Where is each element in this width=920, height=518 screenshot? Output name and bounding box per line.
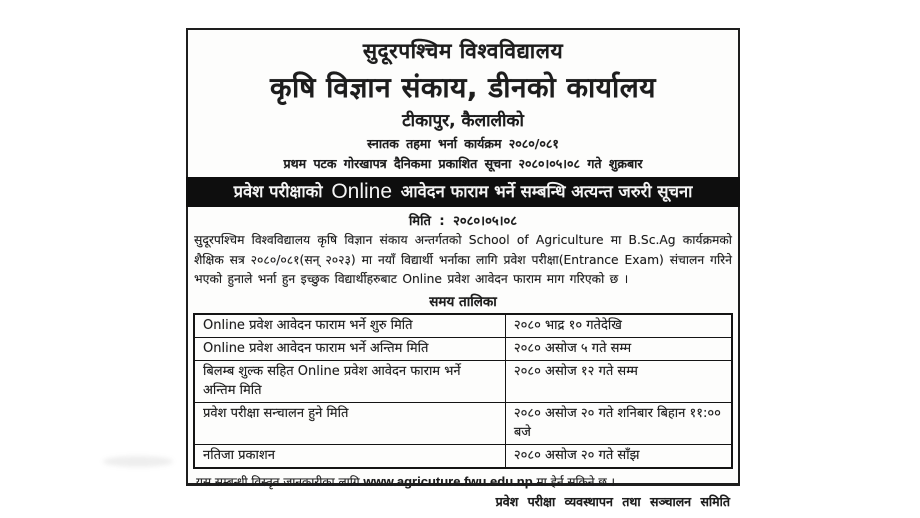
faculty-name: कृषि विज्ञान संकाय, डीनको कार्यालय bbox=[269, 71, 657, 104]
committee-signature: प्रवेश परीक्षा व्यवस्थापन तथा सञ्चालन समिति bbox=[495, 493, 730, 509]
schedule-title: समय तालिका bbox=[429, 293, 497, 310]
university-name: सुदूरपश्चिम विश्वविद्यालय bbox=[362, 39, 564, 63]
notice-banner bbox=[186, 177, 740, 207]
schedule-item-value: २०८० असोज ५ गते सम्म bbox=[513, 340, 632, 356]
schedule-item-label: बिलम्ब शुल्क सहित Online प्रवेश आवेदन फाराम भर्ने अन्तिम मिति bbox=[195, 361, 506, 402]
banner-part1: प्रवेश परीक्षाको bbox=[233, 182, 323, 201]
schedule-item-label: Online प्रवेश आवेदन फाराम भर्ने शुरु मिति bbox=[195, 315, 506, 337]
schedule-table bbox=[193, 313, 733, 469]
banner-part2: आवेदन फाराम भर्ने सम्बन्धि अत्यन्त जरुरी सूचना bbox=[400, 182, 693, 201]
table-row bbox=[195, 337, 731, 360]
info-suffix: मा हेर्न सकिने छ । bbox=[532, 474, 616, 489]
published-line: प्रथम पटक गोरखापत्र दैनिकमा प्रकाशित सूचना २०८०।०५।०८ गते शुक्रबार bbox=[283, 156, 643, 171]
scan-smudge bbox=[103, 456, 173, 467]
schedule-item-value: २०८० भाद्र १० गतेदेखि bbox=[513, 317, 622, 333]
schedule-item-label: प्रवेश परीक्षा सन्चालन हुने मिति bbox=[195, 403, 506, 444]
program-line: स्नातक तहमा भर्ना कार्यक्रम २०८०/०८१ bbox=[367, 136, 559, 151]
office-location: टीकापुर, कैलालीको bbox=[402, 111, 524, 131]
notice-paragraph: सुदूरपश्चिम विश्वविद्यालय कृषि विज्ञान संकाय अन्तर्गतको School of Agriculture मा B.Sc.Ag कार्यक्रमको शैक्षिक सत्र २०८०/०८१(सन् २०२३) मा नयाँ विद्यार्थी भर्नाका लागि प्रवेश परीक्षा(Entrance Exam) संचालन गरिने भएको हुनाले भर्ना हुन इच्छुक विद्यार्थीहरुबाट Online प्रवेश आवेदन फाराम माग गरिएको छ । bbox=[194, 233, 732, 286]
table-row bbox=[195, 360, 731, 402]
banner-online-word: Online bbox=[331, 180, 393, 203]
schedule-item-label: नतिजा प्रकाशन bbox=[195, 445, 506, 467]
website-url: www.agricuture.fwu.edu.np bbox=[363, 473, 533, 489]
table-row bbox=[195, 315, 731, 337]
schedule-item-value: २०८० असोज २० गते शनिबार बिहान ११:०० बजे bbox=[513, 405, 721, 440]
notice-date: मिति : २०८०।०५।०८ bbox=[408, 214, 518, 229]
schedule-item-value: २०८० असोज १२ गते सम्म bbox=[513, 363, 638, 379]
schedule-item-value: २०८० असोज २० गते साँझ bbox=[513, 447, 640, 463]
schedule-item-label: Online प्रवेश आवेदन फाराम भर्ने अन्तिम मिति bbox=[195, 338, 506, 360]
table-row bbox=[195, 402, 731, 444]
info-prefix: यस सम्बन्धी विस्तृत जानकारीका लागि bbox=[196, 474, 364, 489]
table-row bbox=[195, 444, 731, 467]
more-info-line bbox=[196, 473, 732, 490]
notice-document bbox=[186, 28, 740, 509]
